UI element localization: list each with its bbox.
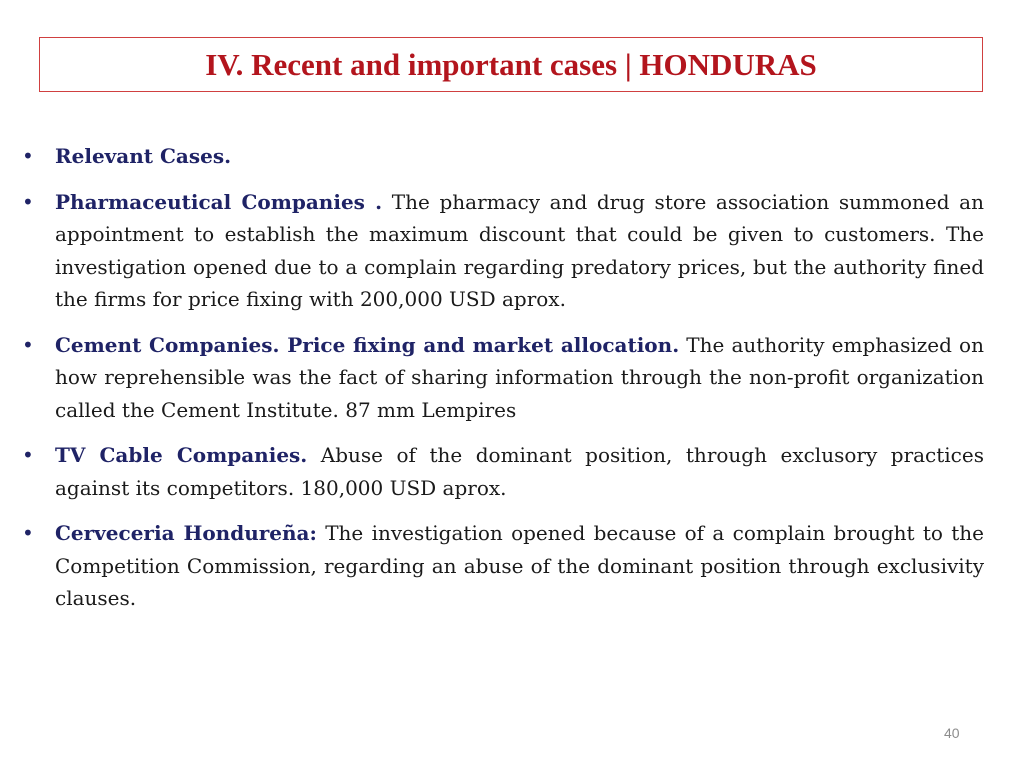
bullet-item-pharmaceutical (22, 186, 984, 316)
bullet-item-cerveceria (22, 517, 984, 615)
page-number: 40 (944, 725, 960, 741)
bullet-heading: Cerveceria Hondureña: (55, 521, 317, 545)
bullet-item-relevant-cases (22, 140, 984, 173)
title-box (39, 37, 983, 92)
bullet-icon: • (22, 144, 34, 168)
bullet-list (22, 140, 984, 628)
bullet-item-tv-cable (22, 439, 984, 504)
bullet-icon: • (22, 189, 34, 214)
bullet-heading: Relevant Cases. (55, 144, 232, 168)
bullet-text: The pharmacy and drug store association summoned an appointment to establish the maximum discount that could be given to customers. The investigation opened due to a complain regarding predatory prices, but the authority fined the firms for price fixing with 200,000 USD aprox. (55, 189, 984, 311)
bullet-item-cement (22, 329, 984, 427)
bullet-heading: Pharmaceutical Companies . (55, 189, 383, 214)
bullet-text: Abuse of the dominant position, through exclusory practices against its competitors. 180,000 USD aprox. (55, 443, 984, 500)
bullet-text: The authority emphasized on how reprehensible was the fact of sharing information through the non-profit organization called the Cement Institute. 87 mm Lempires (55, 332, 984, 422)
bullet-text: The investigation opened because of a complain brought to the Competition Commission, regarding an abuse of the dominant position through exclusivity clauses. (55, 521, 984, 610)
bullet-icon: • (22, 521, 34, 545)
bullet-icon: • (22, 332, 34, 357)
bullet-icon: • (22, 443, 34, 467)
bullet-heading: Cement Companies. Price fixing and market allocation. (55, 332, 680, 357)
bullet-heading: TV Cable Companies. (55, 443, 308, 467)
slide-title: IV. Recent and important cases | HONDURAS (205, 46, 817, 82)
